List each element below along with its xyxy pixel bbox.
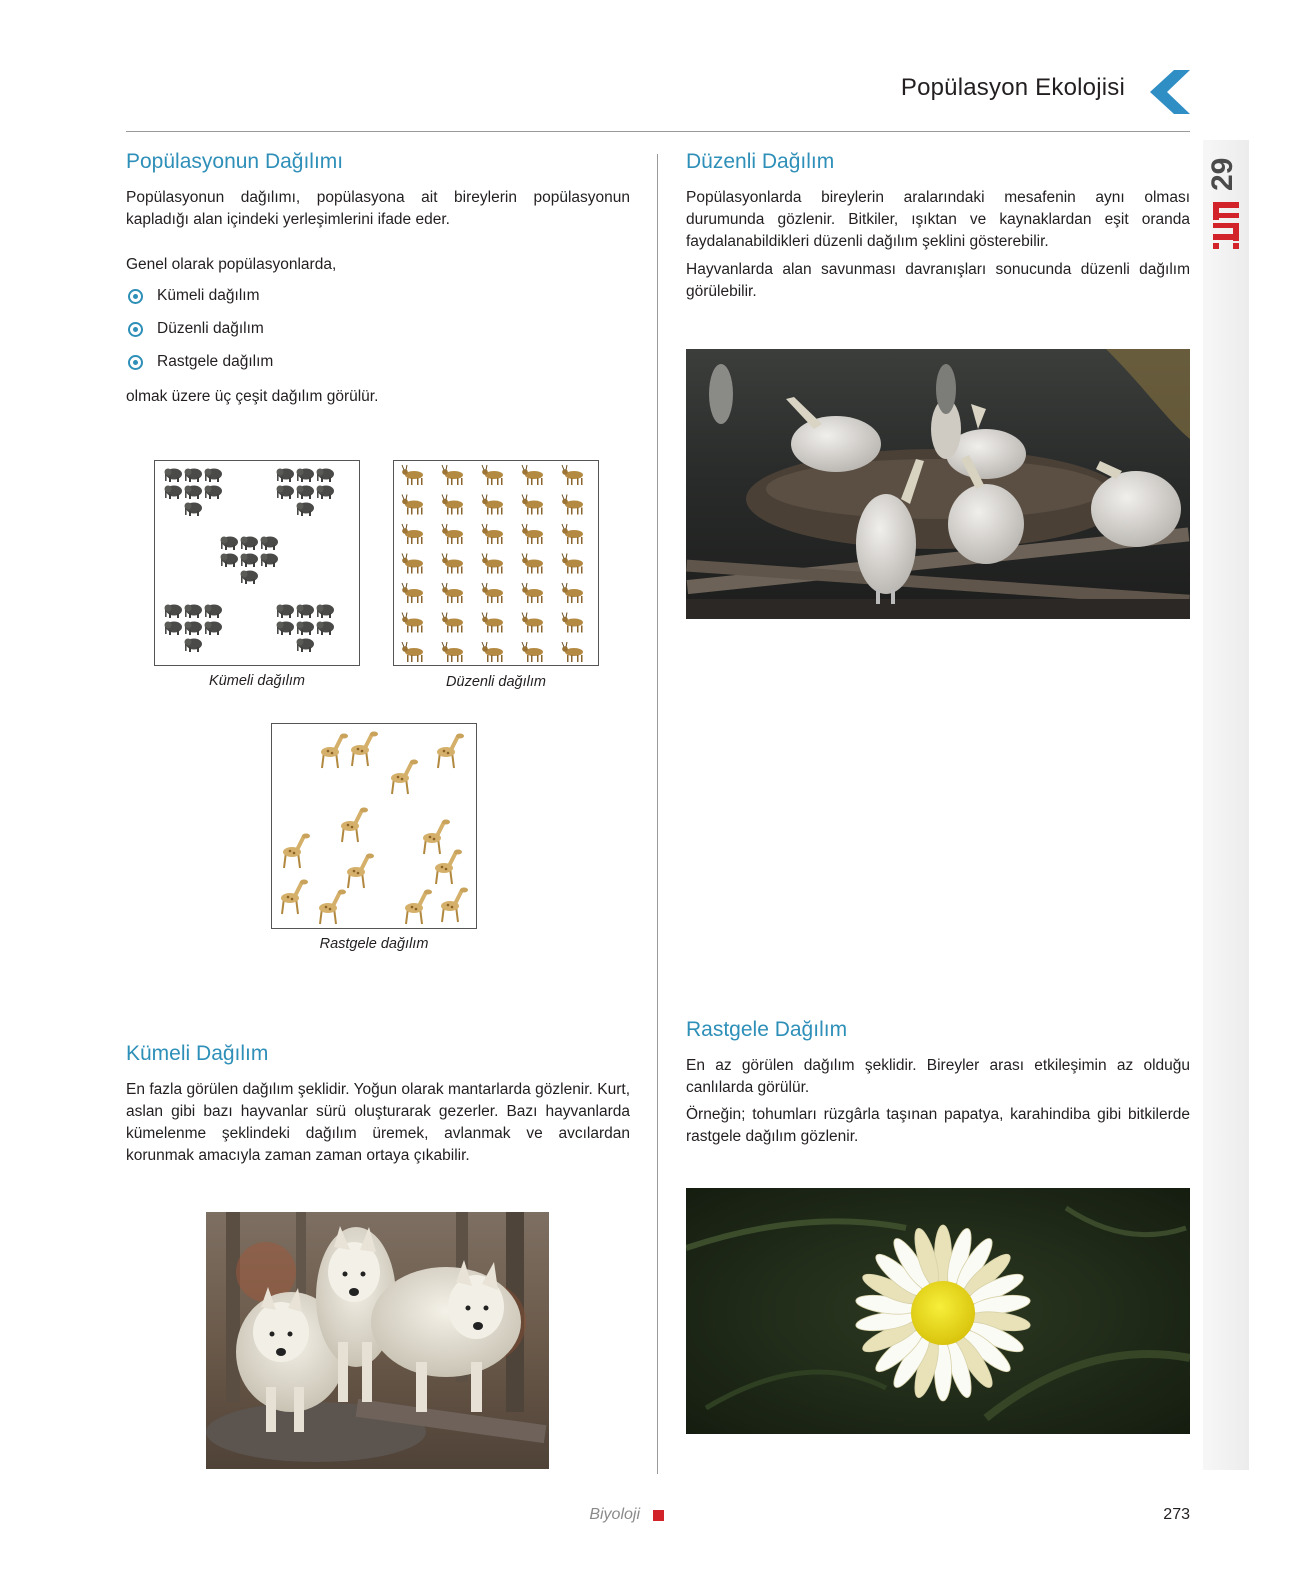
- deer-icon: [442, 465, 463, 485]
- deer-icon: [522, 465, 543, 485]
- giraffe-icon: [321, 734, 348, 769]
- header-title: Popülasyon Ekolojisi: [900, 74, 1125, 101]
- deer-icon: [402, 613, 423, 633]
- giraffe-icon: [435, 850, 462, 885]
- elephant-icon: [221, 554, 239, 568]
- section-heading-population-distribution: Popülasyonun Dağılımı: [126, 150, 344, 173]
- giraffe-scatter-illustration: [272, 724, 476, 928]
- elephant-icon: [297, 622, 315, 636]
- random-caption: Rastgele dağılım: [319, 936, 429, 952]
- fasikul-logo-icon: [1211, 200, 1241, 250]
- bullet-circle-icon: [128, 355, 143, 370]
- bullet-circle-icon: [128, 289, 143, 304]
- giraffe-icon: [423, 820, 450, 855]
- clumped-distribution-figure: [154, 460, 360, 666]
- uniform-paragraph-2: Hayvanlarda alan savunması davranışları sonucunda düzenli dağılım görülebilir.: [686, 261, 1190, 300]
- elephant-icon: [165, 605, 183, 619]
- giraffe-icon: [437, 734, 464, 769]
- elephant-icon: [317, 486, 335, 500]
- deer-icon: [442, 613, 463, 633]
- deer-icon: [402, 465, 423, 485]
- elephant-icon: [261, 554, 279, 568]
- elephant-icon: [221, 537, 239, 551]
- deer-icon: [482, 554, 503, 574]
- uniform-paragraph-1: Popülasyonlarda bireylerin aralarındaki mesafenin aynı olması durumunda gözlenir. Bitkiler, ışıktan ve kaynaklardan eşit oranda faydalanabildikleri düzenli dağılım şeklini gösterebilir.: [686, 189, 1190, 250]
- section-heading-uniform: Düzenli Dağılım: [686, 150, 835, 173]
- header-rule: [126, 131, 1190, 132]
- elephant-icon: [165, 486, 183, 500]
- elephant-icon: [205, 605, 223, 619]
- deer-icon: [482, 583, 503, 603]
- giraffe-icon: [347, 854, 374, 889]
- deer-icon: [482, 495, 503, 515]
- deer-icon: [562, 583, 583, 603]
- clumped-caption: Kümeli dağılım: [209, 673, 305, 689]
- deer-icon: [522, 554, 543, 574]
- footer-subject: Biyoloji: [589, 1506, 640, 1523]
- deer-icon: [522, 524, 543, 544]
- elephant-icon: [297, 605, 315, 619]
- deer-icon: [442, 495, 463, 515]
- deer-icon: [482, 524, 503, 544]
- deer-icon: [402, 524, 423, 544]
- deer-icon: [522, 613, 543, 633]
- giraffe-icon: [405, 890, 432, 925]
- elephant-icon: [205, 469, 223, 483]
- pelicans-photo: [686, 349, 1190, 619]
- giraffe-icon: [283, 834, 310, 869]
- elephant-icon: [277, 486, 295, 500]
- elephant-clusters-illustration: [155, 461, 359, 665]
- deer-icon: [522, 642, 543, 662]
- deer-icon: [562, 642, 583, 662]
- uniform-distribution-figure: [393, 460, 599, 666]
- deer-icon: [482, 642, 503, 662]
- elephant-icon: [241, 537, 259, 551]
- deer-icon: [442, 583, 463, 603]
- deer-icon: [522, 495, 543, 515]
- elephant-icon: [185, 605, 203, 619]
- elephant-icon: [297, 469, 315, 483]
- daisy-photo: [686, 1188, 1190, 1434]
- deer-icon: [442, 642, 463, 662]
- bullet-item: [126, 320, 264, 338]
- random-paragraph-2: Örneğin; tohumları rüzgârla taşınan papatya, karahindiba gibi bitkilerde rastgele dağılım gözlenir.: [686, 1106, 1190, 1145]
- elephant-icon: [165, 469, 183, 483]
- elephant-icon: [165, 622, 183, 636]
- deer-icon: [482, 613, 503, 633]
- random-distribution-figure: [271, 723, 477, 929]
- intro-paragraph: Popülasyonun dağılımı, popülasyona ait bireylerin popülasyonun kapladığı alan içindeki yerleşimlerini ifade eder.: [126, 189, 630, 228]
- chapter-number: 29: [1206, 157, 1239, 191]
- giraffe-icon: [319, 890, 346, 925]
- deer-icon: [562, 613, 583, 633]
- outro-text: olmak üzere üç çeşit dağılım görülür.: [126, 388, 379, 405]
- deer-icon: [562, 524, 583, 544]
- elephant-icon: [261, 537, 279, 551]
- deer-grid-illustration: [394, 461, 598, 665]
- uniform-caption: Düzenli dağılım: [446, 674, 546, 690]
- section-heading-clumped: Kümeli Dağılım: [126, 1042, 269, 1065]
- chevron-left-icon: [1150, 70, 1192, 114]
- column-divider: [657, 154, 658, 1474]
- elephant-icon: [185, 622, 203, 636]
- deer-icon: [562, 554, 583, 574]
- elephant-icon: [277, 605, 295, 619]
- elephant-icon: [277, 622, 295, 636]
- elephant-icon: [317, 469, 335, 483]
- page-number: 273: [1163, 1506, 1190, 1523]
- deer-icon: [402, 495, 423, 515]
- elephant-icon: [185, 503, 203, 517]
- giraffe-icon: [441, 888, 468, 923]
- bullet-item: [126, 353, 273, 371]
- elephant-icon: [205, 486, 223, 500]
- elephant-icon: [241, 571, 259, 585]
- giraffe-icon: [351, 732, 378, 767]
- footer-square-icon: [653, 1510, 664, 1521]
- bullet-circle-icon: [128, 322, 143, 337]
- deer-icon: [562, 495, 583, 515]
- deer-icon: [482, 465, 503, 485]
- elephant-icon: [317, 622, 335, 636]
- elephant-icon: [185, 486, 203, 500]
- wolves-photo: [206, 1212, 549, 1469]
- giraffe-icon: [281, 880, 308, 915]
- elephant-icon: [185, 469, 203, 483]
- bullet-label: Kümeli dağılım: [157, 287, 260, 304]
- side-tab: [1203, 140, 1249, 1470]
- elephant-icon: [297, 503, 315, 517]
- elephant-icon: [205, 622, 223, 636]
- deer-icon: [442, 524, 463, 544]
- elephant-icon: [185, 639, 203, 653]
- bullet-item: [126, 287, 260, 305]
- lead-text: Genel olarak popülasyonlarda,: [126, 256, 337, 273]
- giraffe-icon: [341, 808, 368, 843]
- section-heading-random: Rastgele Dağılım: [686, 1018, 848, 1041]
- clumped-paragraph: En fazla görülen dağılım şeklidir. Yoğun olarak mantarlarda gözlenir. Kurt, aslan gibi bazı hayvanlar sürü oluşturarak gezerler. Bazı hayvanlarda kümelenme şeklindeki dağılım üremek, avlanmak ve avcılardan korunmak amacıyla zaman zaman ortaya çıkabilir.: [126, 1081, 630, 1164]
- elephant-icon: [297, 486, 315, 500]
- random-paragraph-1: En az görülen dağılım şeklidir. Bireyler arası etkileşimin az olduğu canlılarda görülür.: [686, 1057, 1190, 1096]
- deer-icon: [402, 642, 423, 662]
- elephant-icon: [317, 605, 335, 619]
- deer-icon: [402, 583, 423, 603]
- elephant-icon: [297, 639, 315, 653]
- bullet-label: Düzenli dağılım: [157, 320, 264, 337]
- elephant-icon: [277, 469, 295, 483]
- deer-icon: [442, 554, 463, 574]
- deer-icon: [402, 554, 423, 574]
- bullet-label: Rastgele dağılım: [157, 353, 274, 370]
- deer-icon: [562, 465, 583, 485]
- deer-icon: [522, 583, 543, 603]
- elephant-icon: [241, 554, 259, 568]
- giraffe-icon: [391, 760, 418, 795]
